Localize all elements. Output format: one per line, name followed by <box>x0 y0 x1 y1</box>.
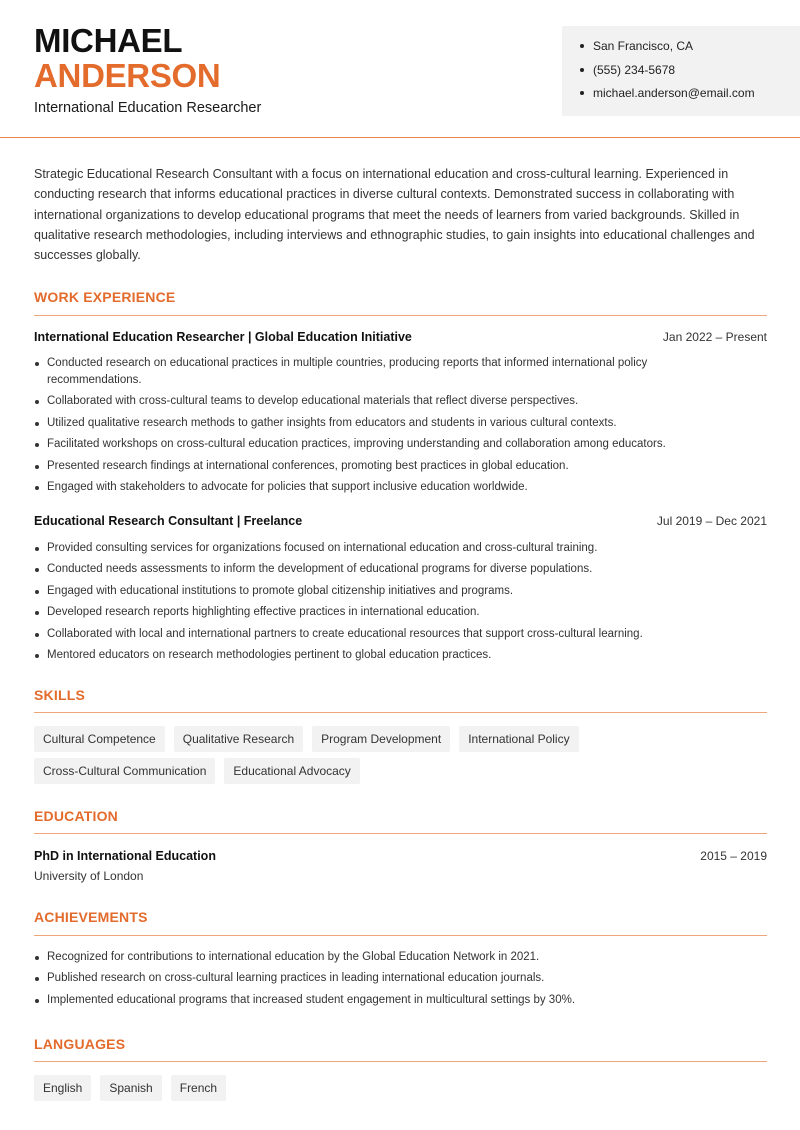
section-divider <box>34 1061 767 1062</box>
list-item: Recognized for contributions to international education by the Global Education Network in 2021. <box>34 949 767 966</box>
contact-location <box>580 40 755 64</box>
section-title-languages: LANGUAGES <box>34 1036 126 1052</box>
skill-tag: International Policy <box>459 726 578 752</box>
list-item: Published research on cross-cultural learning practices in leading international education journals. <box>34 970 767 987</box>
list-item: Facilitated workshops on cross-cultural education practices, improving understanding and collaboration among educators. <box>34 436 734 453</box>
list-item: Conducted needs assessments to inform the development of educational programs for diverse populations. <box>34 561 734 578</box>
job-entry-header <box>34 330 767 344</box>
job-dates: Jan 2022 – Present <box>662 330 767 344</box>
skill-tag: Program Development <box>312 726 450 752</box>
contact-email-text: michael.anderson@email.com <box>593 86 755 100</box>
list-item: Presented research findings at international conferences, promoting best practices in global education. <box>34 458 734 475</box>
bullet-icon <box>580 64 593 88</box>
skills-list <box>34 726 774 790</box>
list-item: Engaged with stakeholders to advocate for policies that support inclusive education worldwide. <box>34 479 734 496</box>
education-dates: 2015 – 2019 <box>700 849 767 863</box>
job-bullets <box>34 540 734 668</box>
list-item: Collaborated with local and international partners to create educational resources that support cross-cultural learning. <box>34 626 734 643</box>
job-title: International Education Researcher <box>34 100 262 116</box>
section-divider <box>34 315 767 316</box>
list-item: Developed research reports highlighting effective practices in international education. <box>34 604 734 621</box>
job-role: Educational Research Consultant | Freelance <box>34 514 303 528</box>
list-item: Utilized qualitative research methods to gather insights from educators and students in various cultural contexts. <box>34 415 734 432</box>
education-entry-header <box>34 849 767 863</box>
job-entry-header <box>34 514 767 528</box>
list-item: Collaborated with cross-cultural teams to develop educational materials that reflect diverse perspectives. <box>34 393 734 410</box>
bullet-icon <box>580 40 593 64</box>
language-tag: Spanish <box>100 1075 161 1101</box>
contact-phone-text: (555) 234-5678 <box>593 62 676 77</box>
skill-tag: Cross-Cultural Communication <box>34 758 215 784</box>
contact-box <box>562 26 800 116</box>
list-item: Conducted research on educational practices in multiple countries, producing reports that informed international policy recommendations. <box>34 355 734 389</box>
list-item: Implemented educational programs that increased student engagement in multicultural settings by 30%. <box>34 992 767 1009</box>
candidate-name <box>34 24 220 92</box>
languages-list <box>34 1075 774 1107</box>
section-title-achievements: ACHIEVEMENTS <box>34 909 148 925</box>
last-name: ANDERSON <box>34 57 221 94</box>
language-tag: English <box>34 1075 91 1101</box>
job-bullets <box>34 355 734 500</box>
professional-summary: Strategic Educational Research Consultant with a focus on international education and cross-cultural learning. Experienced in conducting research that informs educational practices in diverse cultural contexts. Demonstrated success in collaborating with international organizations to develop educational programs that meet the needs of learners from varied backgrounds. Skilled in qualitative research methodologies, including interviews and ethnographic studies, to gain insights into educational challenges and successes globally. <box>34 167 755 263</box>
section-title-work: WORK EXPERIENCE <box>34 289 176 305</box>
list-item: Mentored educators on research methodologies pertinent to global education practices. <box>34 647 734 664</box>
skill-tag: Educational Advocacy <box>224 758 359 784</box>
bullet-icon <box>580 87 593 111</box>
section-divider <box>34 712 767 713</box>
education-degree: PhD in International Education <box>34 849 216 863</box>
resume-header <box>0 0 800 138</box>
first-name: MICHAEL <box>34 22 183 59</box>
section-title-skills: SKILLS <box>34 687 85 703</box>
skill-tag: Cultural Competence <box>34 726 165 752</box>
job-dates: Jul 2019 – Dec 2021 <box>656 514 767 528</box>
education-school: University of London <box>34 869 144 883</box>
list-item: Provided consulting services for organizations focused on international education and cross-cultural training. <box>34 540 734 557</box>
skill-tag: Qualitative Research <box>174 726 303 752</box>
contact-location-text: San Francisco, CA <box>593 39 694 53</box>
section-title-education: EDUCATION <box>34 808 118 824</box>
list-item: Engaged with educational institutions to promote global citizenship initiatives and programs. <box>34 583 734 600</box>
job-role: International Education Researcher | Global Education Initiative <box>34 330 412 344</box>
language-tag: French <box>171 1075 226 1101</box>
contact-email <box>580 87 755 111</box>
section-divider <box>34 935 767 936</box>
contact-phone <box>580 64 755 88</box>
contact-list <box>580 40 755 111</box>
achievements-list <box>34 949 767 1013</box>
section-divider <box>34 833 767 834</box>
